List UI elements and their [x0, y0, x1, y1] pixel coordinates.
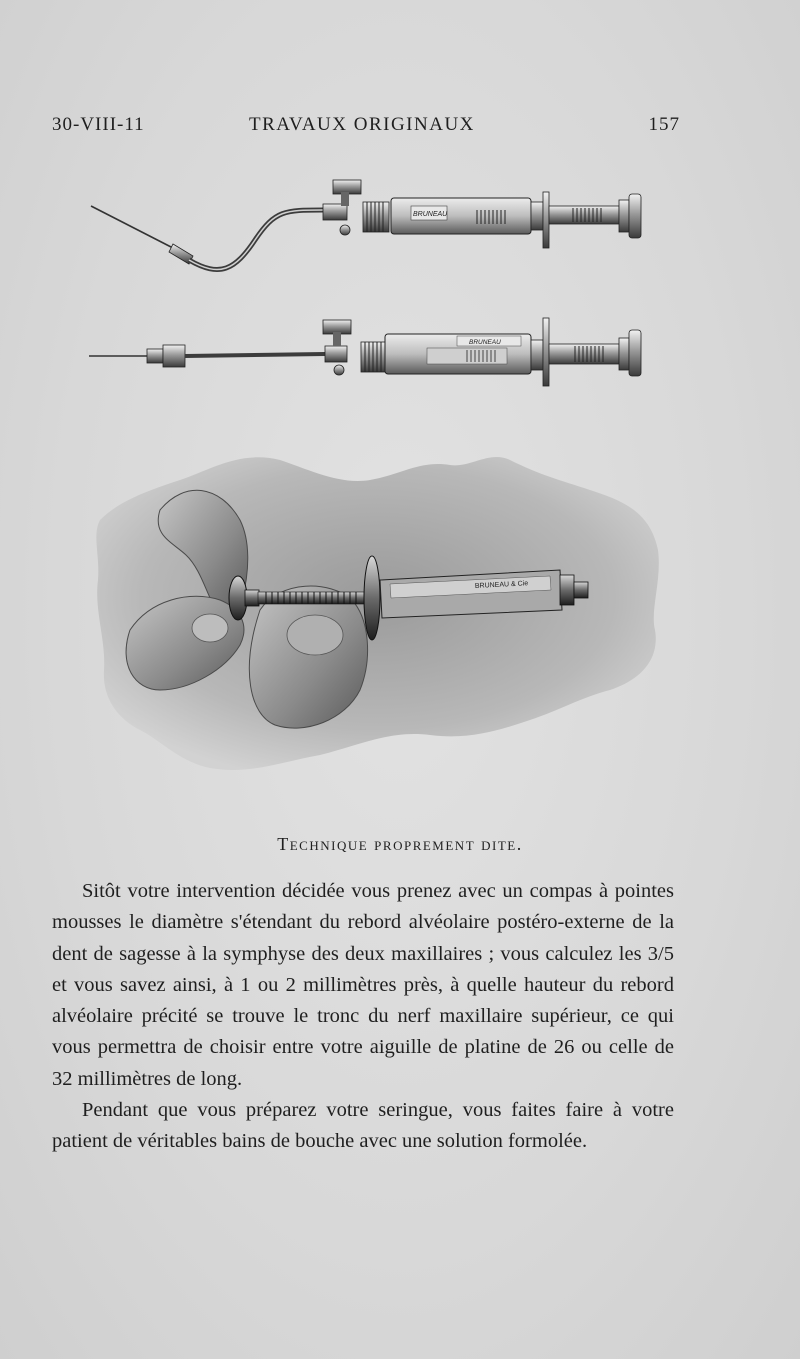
photo-syringe-brand: BRUNEAU & Cie: [474, 580, 529, 590]
body-text: [52, 876, 674, 1158]
syringe-illustration-curved: [85, 170, 650, 285]
hands-holding-syringe-photo: [90, 440, 665, 785]
running-head-date: 30-VIII-11: [52, 114, 145, 135]
paragraph: Sitôt votre intervention décidée vous prenez avec un compas à pointes mousses le diamètre s'étendant du rebord alvéolaire postéro-externe de la dent de sagesse à la symphyse des deux maxillaires ; vous calculez les 3/5 et vous savez ainsi, à 1 ou 2 millimètres près, à quelle hauteur du rebord alvéolaire précité se trouve le tronc du nerf maxillaire supérieur, ce qui vous permettra de choisir entre votre aiguille de platine de 26 ou celle de 32 millimètres de long.: [52, 880, 674, 1090]
page-number: 157: [648, 114, 680, 135]
running-head: [52, 114, 680, 142]
syringe-top-brand: BRUNEAU: [413, 211, 448, 218]
figure-caption: Technique proprement dite.: [277, 834, 523, 854]
running-head-title: TRAVAUX ORIGINAUX: [249, 114, 475, 135]
syringe-illustration-straight: [85, 312, 650, 392]
paragraph: Pendant que vous préparez votre seringue, vous faites faire à votre patient de véritables bains de bouche avec une solution formolée.: [52, 1099, 674, 1153]
syringe-bottom-brand: BRUNEAU: [469, 339, 501, 346]
